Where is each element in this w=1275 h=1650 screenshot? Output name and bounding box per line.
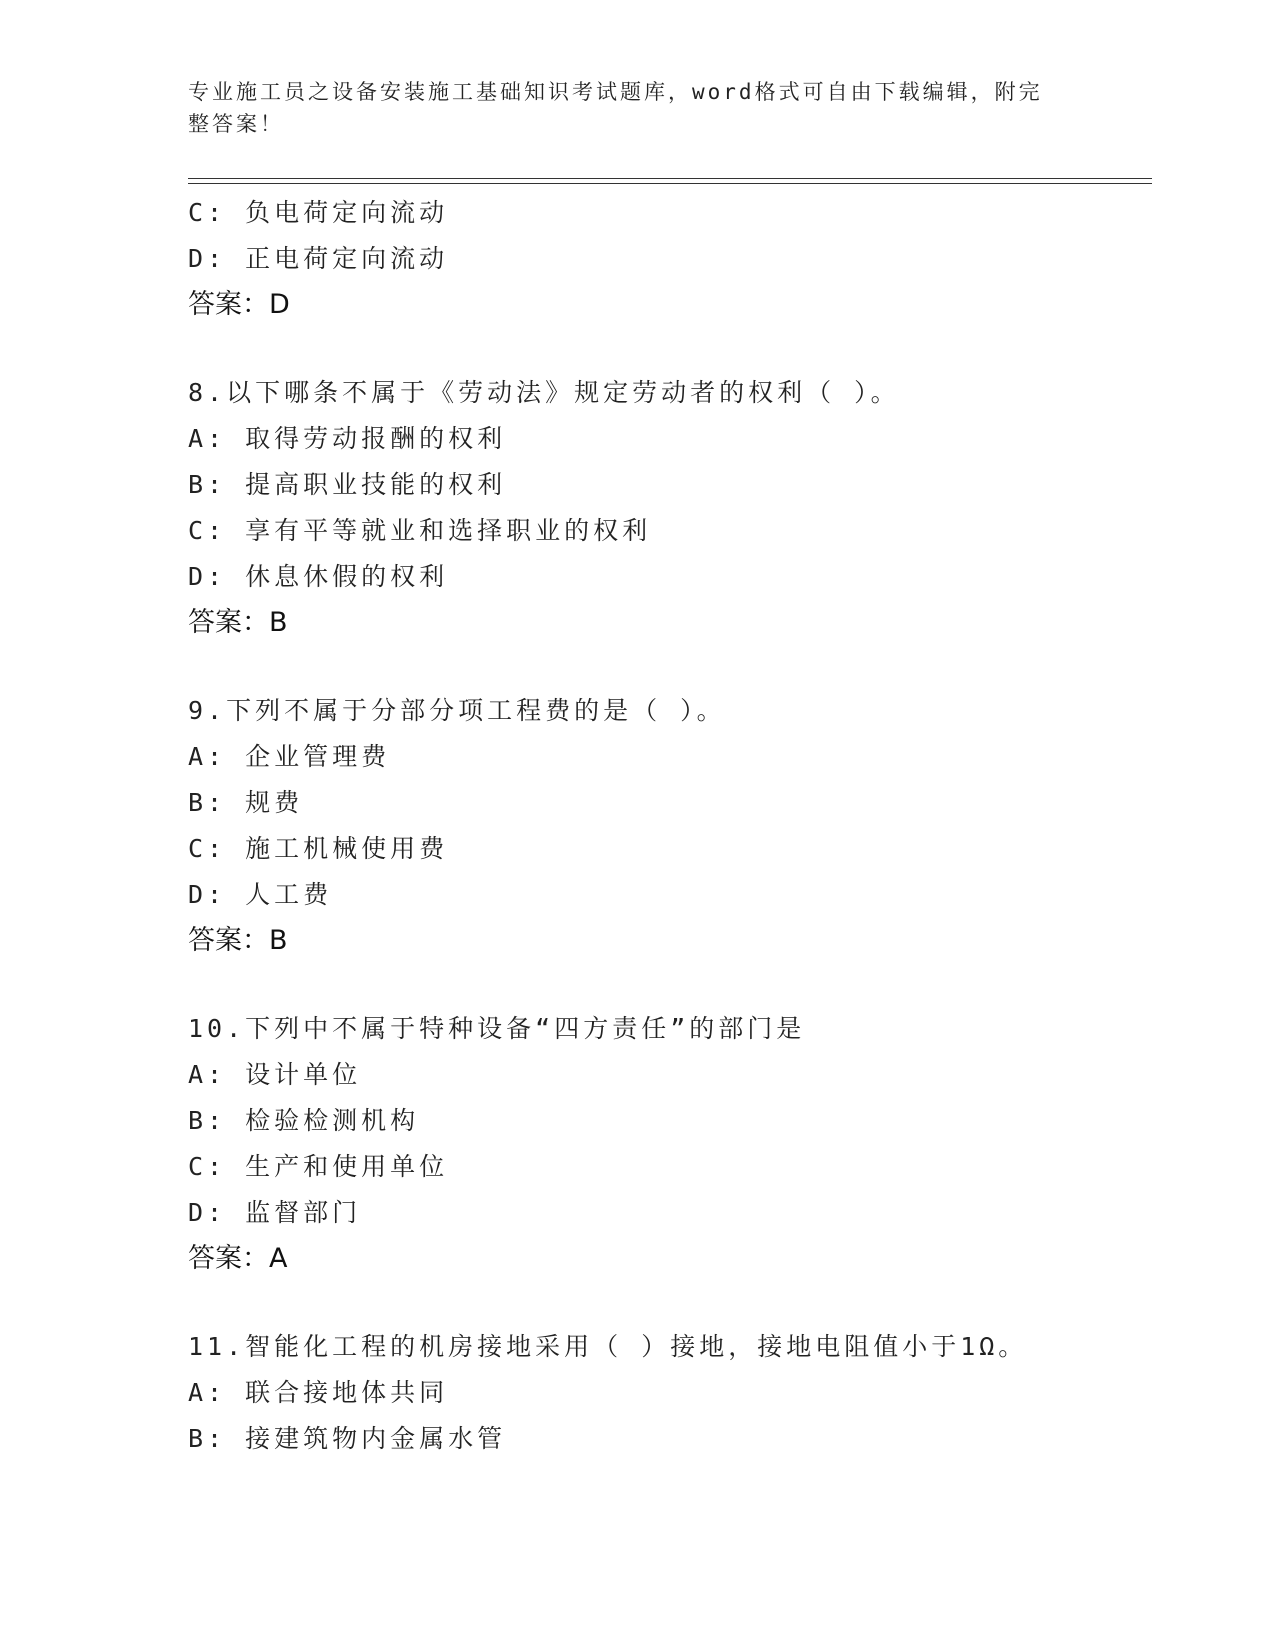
answer-line: 答案：D xyxy=(188,289,290,320)
header-line-2: 整答案！ xyxy=(188,112,284,136)
answer-line: 答案：B xyxy=(188,607,288,638)
question-text: 10.下列中不属于特种设备“四方责任”的部门是 xyxy=(188,1014,806,1043)
option-b: B: 规费 xyxy=(188,788,304,817)
option-c: C: 施工机械使用费 xyxy=(188,834,449,863)
option-d: D: 监督部门 xyxy=(188,1198,362,1227)
header-line-1: 专业施工员之设备安装施工基础知识考试题库，word格式可自由下载编辑，附完 xyxy=(188,80,1043,104)
question-list xyxy=(188,190,1152,1462)
answer-line: 答案：A xyxy=(188,1243,288,1274)
question-block-10 xyxy=(188,1006,1152,1282)
option-c: C: 生产和使用单位 xyxy=(188,1152,449,1181)
question-block-9 xyxy=(188,688,1152,964)
option-a: A: 企业管理费 xyxy=(188,742,391,771)
option-d: D: 休息休假的权利 xyxy=(188,562,449,591)
option-b: B: 检验检测机构 xyxy=(188,1106,420,1135)
question-block-partial xyxy=(188,190,1152,328)
option-c: C: 负电荷定向流动 xyxy=(188,198,449,227)
question-block-11 xyxy=(188,1324,1152,1462)
option-d: D: 人工费 xyxy=(188,880,333,909)
question-text: 9.下列不属于分部分项工程费的是（ ）。 xyxy=(188,696,726,725)
answer-line: 答案：B xyxy=(188,925,288,956)
option-c: C: 享有平等就业和选择职业的权利 xyxy=(188,516,652,545)
question-text: 11.智能化工程的机房接地采用（ ）接地，接地电阻值小于1Ω。 xyxy=(188,1332,1028,1361)
option-b: B: 接建筑物内金属水管 xyxy=(188,1424,507,1453)
option-a: A: 取得劳动报酬的权利 xyxy=(188,424,507,453)
option-b: B: 提高职业技能的权利 xyxy=(188,470,507,499)
header-rule-bottom xyxy=(188,183,1152,184)
header-rule-top xyxy=(188,178,1152,179)
question-text: 8.以下哪条不属于《劳动法》规定劳动者的权利（ ）。 xyxy=(188,378,900,407)
option-a: A: 联合接地体共同 xyxy=(188,1378,449,1407)
question-block-8 xyxy=(188,370,1152,646)
option-a: A: 设计单位 xyxy=(188,1060,362,1089)
option-d: D: 正电荷定向流动 xyxy=(188,244,449,273)
document-header xyxy=(188,76,1068,140)
